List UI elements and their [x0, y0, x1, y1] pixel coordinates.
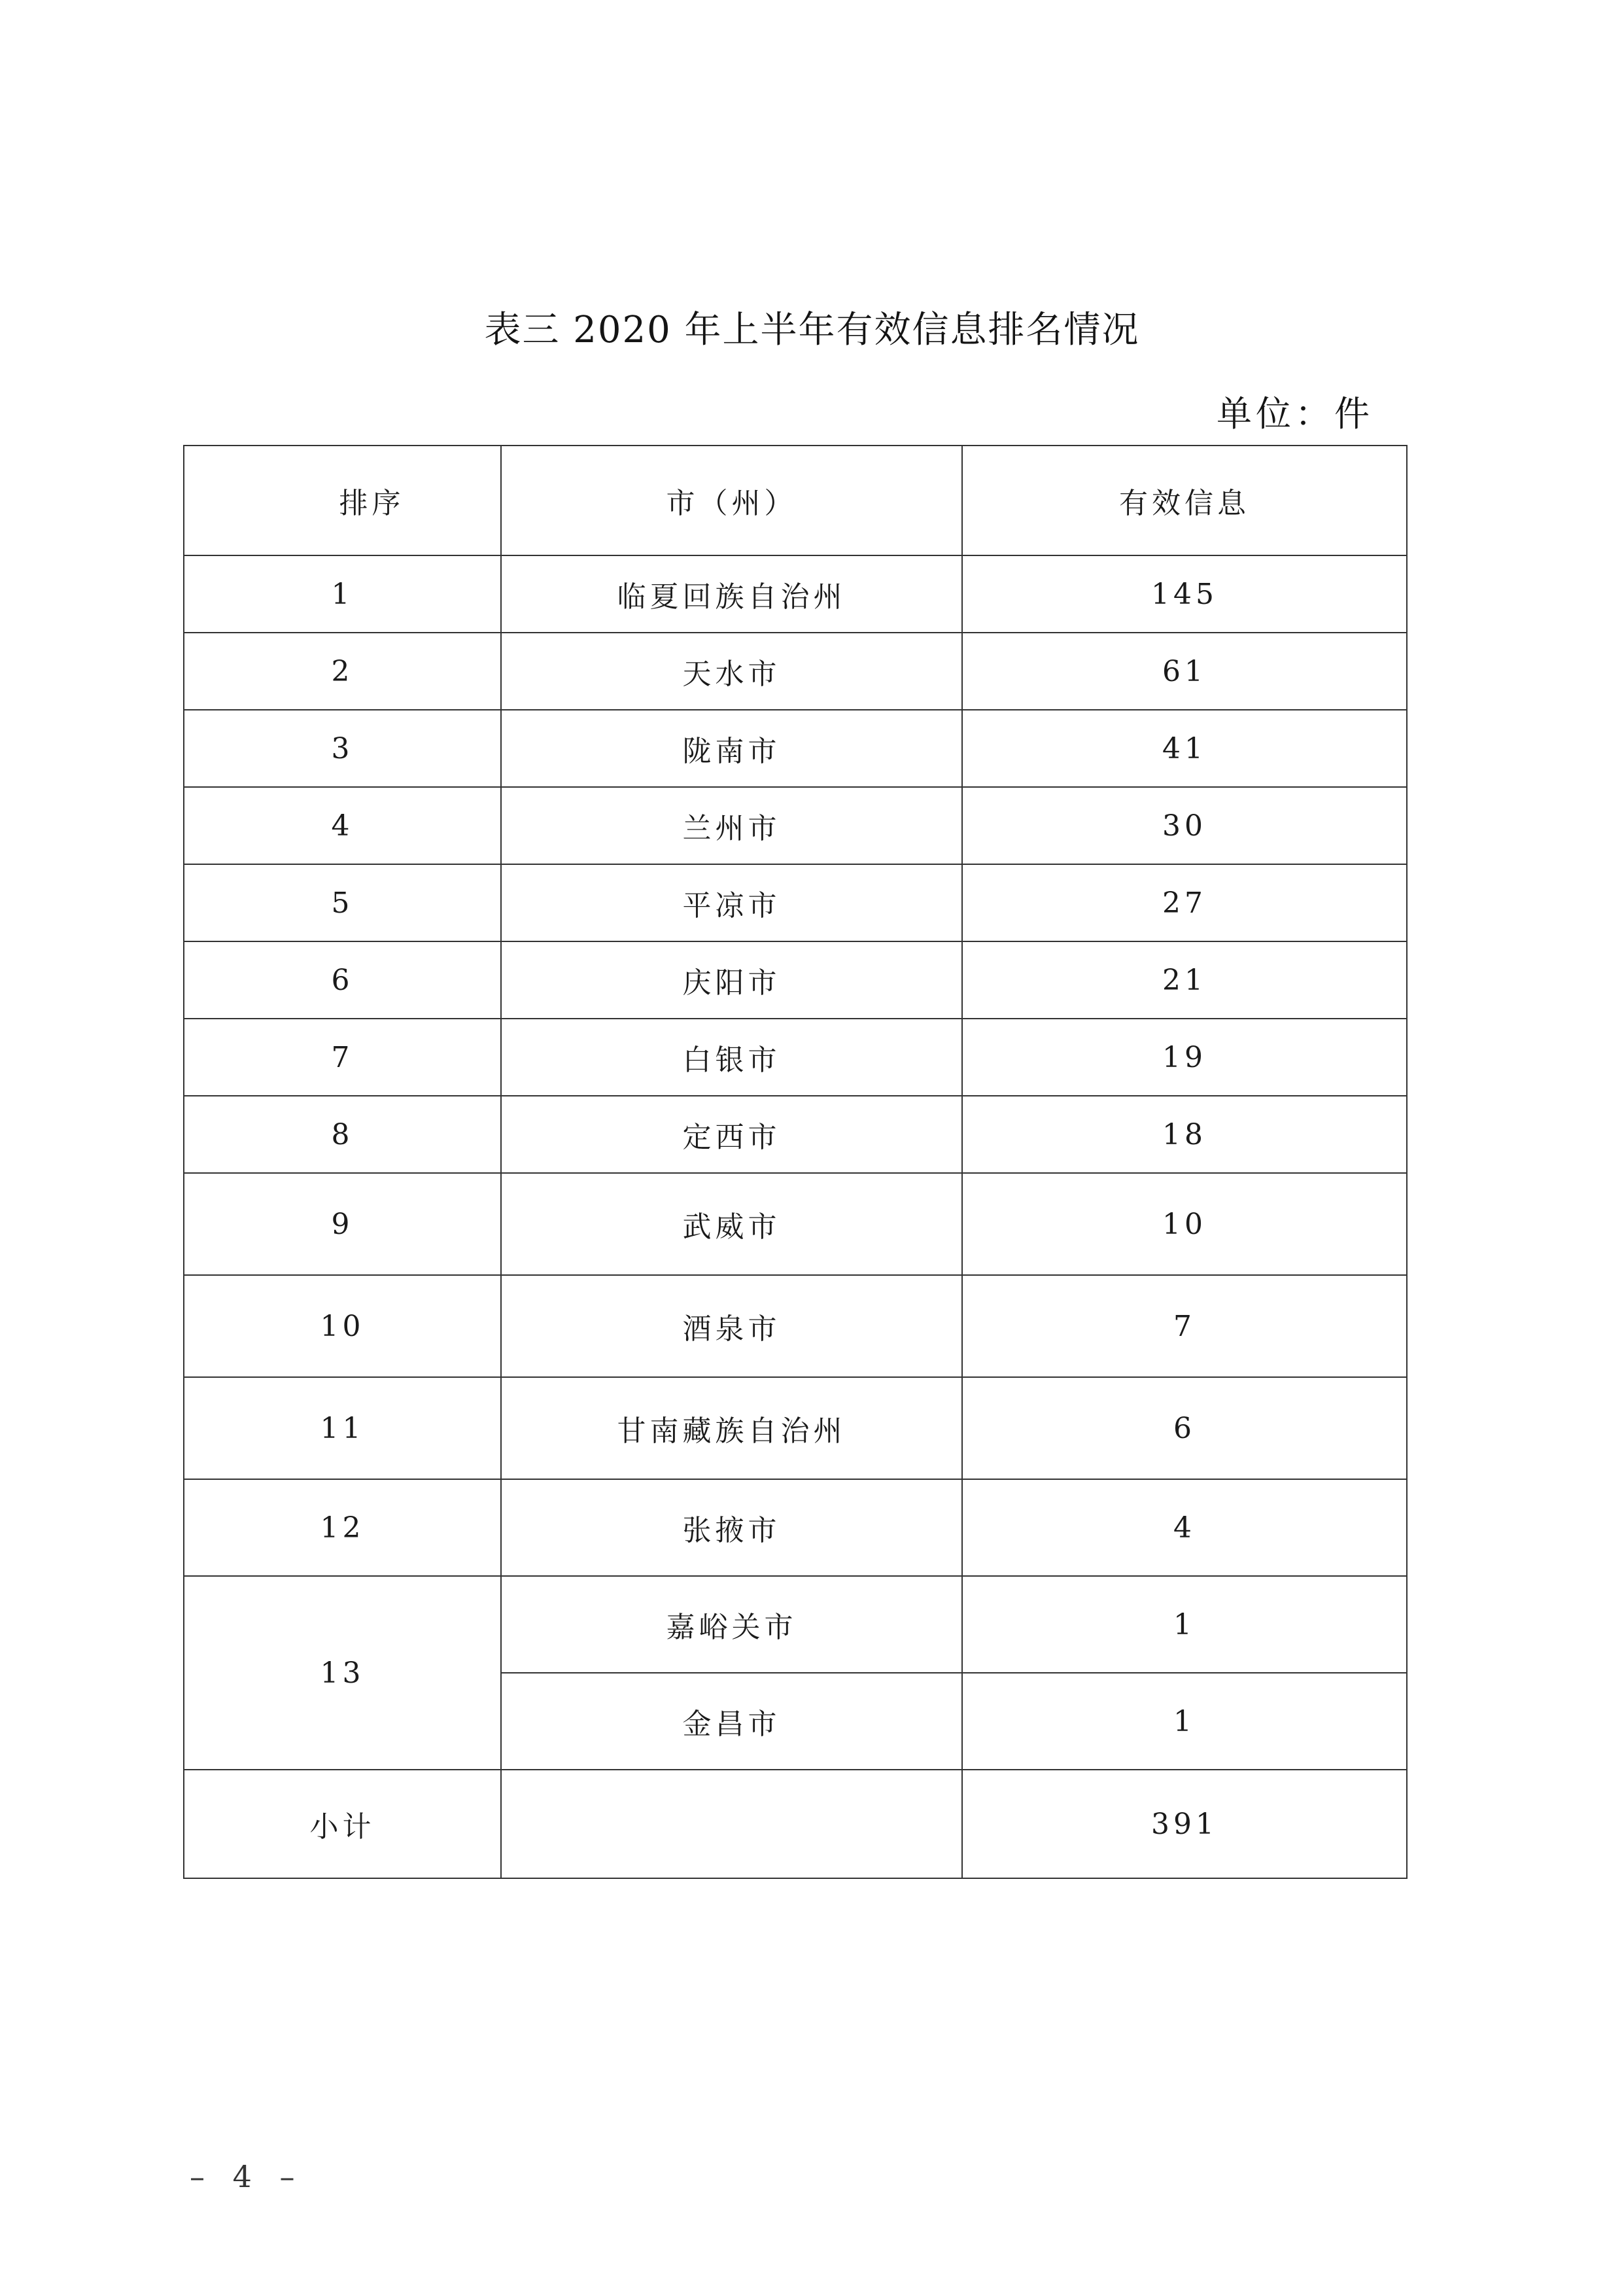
total-row: [184, 1770, 1407, 1878]
count-cell: 1: [962, 1576, 1407, 1673]
table-row: [184, 864, 1407, 941]
table-row: [184, 1377, 1407, 1479]
city-cell: 金昌市: [501, 1673, 962, 1770]
table-row: [184, 710, 1407, 787]
city-cell: 天水市: [501, 633, 962, 710]
table-row: [184, 1173, 1407, 1275]
rank-cell: 5: [184, 864, 501, 941]
city-cell: 张掖市: [501, 1479, 962, 1576]
city-cell: 嘉峪关市: [501, 1576, 962, 1673]
count-cell: 61: [962, 633, 1407, 710]
count-cell: 18: [962, 1096, 1407, 1173]
rank-cell: 12: [184, 1479, 501, 1576]
total-label: 小计: [184, 1770, 501, 1878]
count-cell: 41: [962, 710, 1407, 787]
count-cell: 7: [962, 1275, 1407, 1377]
rank-cell: 7: [184, 1019, 501, 1096]
rank-cell: 3: [184, 710, 501, 787]
count-cell: 10: [962, 1173, 1407, 1275]
header-rank: 排序: [184, 446, 501, 555]
city-cell: 酒泉市: [501, 1275, 962, 1377]
table-row: [184, 633, 1407, 710]
count-cell: 19: [962, 1019, 1407, 1096]
city-cell: 平凉市: [501, 864, 962, 941]
city-cell: 兰州市: [501, 787, 962, 864]
rank-cell: 9: [184, 1173, 501, 1275]
table-row: [184, 1096, 1407, 1173]
city-cell: 庆阳市: [501, 941, 962, 1019]
count-cell: 4: [962, 1479, 1407, 1576]
total-city-cell: [501, 1770, 962, 1878]
count-cell: 6: [962, 1377, 1407, 1479]
city-cell: 甘南藏族自治州: [501, 1377, 962, 1479]
header-city: 市（州）: [501, 446, 962, 555]
rank-cell: 10: [184, 1275, 501, 1377]
table-row: [184, 1576, 1407, 1673]
table-row: [184, 941, 1407, 1019]
total-count: 391: [962, 1770, 1407, 1878]
rank-cell: 4: [184, 787, 501, 864]
table-row: [184, 1019, 1407, 1096]
rank-cell: 11: [184, 1377, 501, 1479]
document-title: 表三 2020 年上半年有效信息排名情况: [484, 309, 1140, 351]
city-cell: 定西市: [501, 1096, 962, 1173]
table-row: [184, 1275, 1407, 1377]
table-row: [184, 1479, 1407, 1576]
header-count: 有效信息: [962, 446, 1407, 555]
city-cell: 武威市: [501, 1173, 962, 1275]
page-number: – 4 –: [190, 2159, 304, 2194]
rank-cell-merged: 13: [184, 1576, 501, 1770]
count-cell: 30: [962, 787, 1407, 864]
count-cell: 1: [962, 1673, 1407, 1770]
rank-cell: 6: [184, 941, 501, 1019]
table-row: [184, 787, 1407, 864]
unit-label: 单位：件: [1217, 393, 1373, 434]
count-cell: 27: [962, 864, 1407, 941]
city-cell: 白银市: [501, 1019, 962, 1096]
rank-cell: 8: [184, 1096, 501, 1173]
city-cell: 陇南市: [501, 710, 962, 787]
count-cell: 145: [962, 555, 1407, 633]
table-row: [184, 555, 1407, 633]
table-header-row: [184, 446, 1407, 555]
rank-cell: 2: [184, 633, 501, 710]
ranking-table: [183, 445, 1408, 1879]
rank-cell: 1: [184, 555, 501, 633]
city-cell: 临夏回族自治州: [501, 555, 962, 633]
count-cell: 21: [962, 941, 1407, 1019]
